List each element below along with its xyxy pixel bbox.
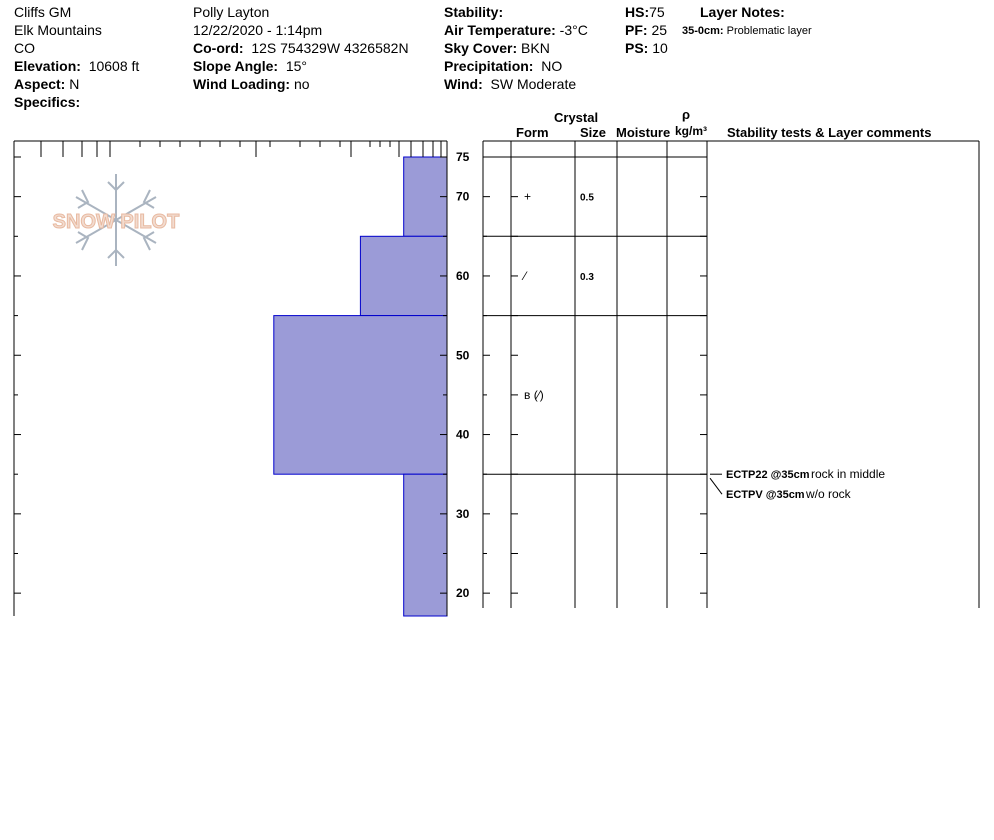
- air-temp-label: Air Temperature:: [444, 22, 556, 38]
- depth-tick-label: 60: [456, 268, 470, 283]
- crystal-form-symbol: +: [524, 189, 532, 204]
- aspect-label: Aspect:: [14, 76, 66, 92]
- observer-name: Polly Layton: [193, 4, 270, 20]
- pf-value: 25: [651, 22, 668, 38]
- air-temp-value: -3°C: [559, 22, 588, 38]
- depth-tick-label: 30: [456, 506, 470, 521]
- precip-value: NO: [541, 58, 563, 74]
- hardness-bar: [404, 474, 447, 616]
- aspect-value: N: [69, 76, 80, 92]
- test-pointer-line: [710, 478, 722, 494]
- slope-label: Slope Angle:: [193, 58, 279, 74]
- col-comments-heading: Stability tests & Layer comments: [727, 125, 932, 140]
- precip-label: Precipitation:: [444, 58, 534, 74]
- stability-test-code: ECTPV @35cm: [726, 489, 805, 502]
- logo-text: SNOW PILOT: [52, 211, 180, 233]
- hardness-bar: [274, 316, 447, 475]
- location-name: Cliffs GM: [14, 4, 72, 20]
- col-form-heading: Form: [516, 125, 549, 140]
- col-size-heading: Size: [580, 125, 607, 140]
- crystal-form-symbol: ⁄: [524, 268, 527, 283]
- col-rho-heading: ρ: [682, 107, 691, 122]
- depth-tick-label: 20: [456, 586, 470, 601]
- coord-label: Co-ord:: [193, 40, 244, 56]
- hardness-bar: [360, 236, 447, 315]
- specifics-label: Specifics:: [14, 94, 81, 110]
- sky-cover-label: Sky Cover:: [444, 40, 518, 56]
- depth-tick-label: 50: [456, 348, 470, 363]
- mountain-range: Elk Mountains: [14, 22, 102, 38]
- wind-loading-value: no: [293, 76, 310, 92]
- wind-label: Wind:: [444, 76, 483, 92]
- wind-value: SW Moderate: [490, 76, 577, 92]
- elevation-label: Elevation:: [14, 58, 81, 74]
- stability-test-comment: w/o rock: [806, 487, 851, 502]
- depth-tick-label: 75: [456, 150, 470, 164]
- hs-value: 75: [649, 4, 665, 20]
- col-density-unit: kg/m³: [675, 124, 708, 138]
- layer-notes-title: Layer Notes:: [700, 4, 785, 20]
- stability-test-code: ECTP22 @35cm: [726, 469, 810, 482]
- crystal-size-value: 0.3: [580, 271, 594, 283]
- crystal-size-value: 0.5: [580, 192, 594, 204]
- ps-value: 10: [652, 40, 668, 56]
- hs-label: HS:: [625, 4, 650, 20]
- col-moisture-heading: Moisture: [616, 125, 671, 140]
- coord-value: 12S 754329W 4326582N: [251, 40, 409, 56]
- depth-tick-label: 40: [456, 427, 470, 442]
- slope-value: 15°: [285, 58, 307, 74]
- stability-label: Stability:: [444, 4, 504, 20]
- wind-loading-label: Wind Loading:: [193, 76, 291, 92]
- depth-tick-label: 70: [456, 189, 470, 204]
- elevation-value: 10608 ft: [88, 58, 140, 74]
- col-crystal-heading: Crystal: [554, 110, 599, 125]
- layer-note-text: Problematic layer: [726, 25, 812, 37]
- state: CO: [14, 40, 35, 56]
- ps-label: PS:: [625, 40, 649, 56]
- crystal-form-symbol: ʙ (⁄): [524, 387, 544, 402]
- stability-test-comment: rock in middle: [811, 467, 886, 482]
- pf-label: PF:: [625, 22, 648, 38]
- sky-cover-value: BKN: [521, 40, 550, 56]
- observation-datetime: 12/22/2020 - 1:14pm: [193, 22, 323, 38]
- layer-note-range: 35-0cm:: [682, 25, 724, 37]
